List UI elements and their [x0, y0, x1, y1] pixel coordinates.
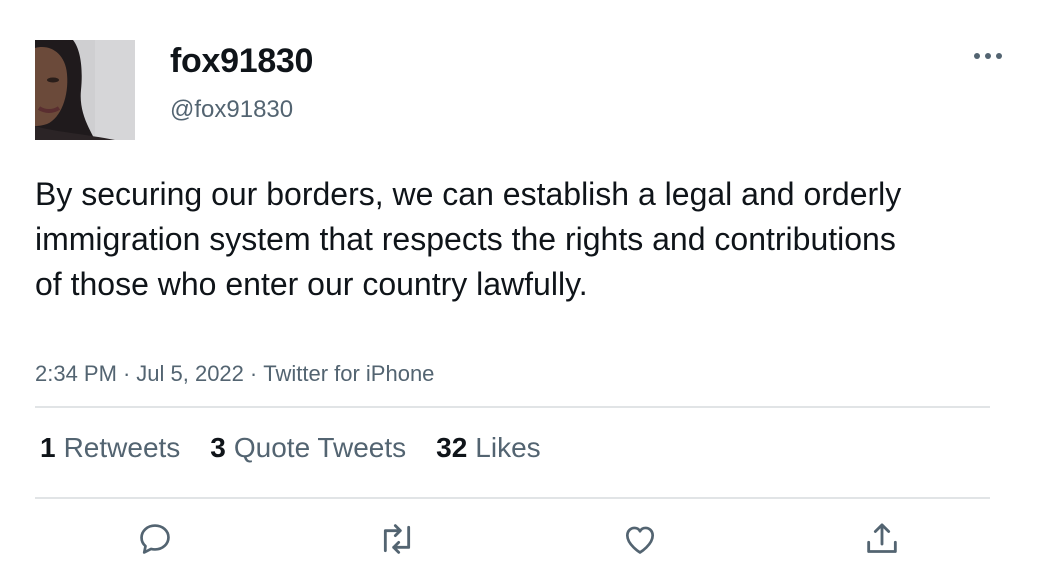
- share-icon: [862, 519, 902, 559]
- retweets-count: 1: [40, 432, 56, 463]
- likes-count: 32: [436, 432, 468, 463]
- user-avatar-photo: [35, 40, 135, 140]
- reply-icon: [136, 520, 174, 558]
- more-horizontal-icon: [973, 52, 1003, 60]
- likes-stat[interactable]: [436, 432, 541, 464]
- divider: [35, 497, 990, 499]
- tweet-metadata: [35, 361, 434, 387]
- quote-tweets-stat[interactable]: [210, 432, 406, 464]
- retweet-button[interactable]: [376, 518, 418, 560]
- like-button[interactable]: [619, 518, 661, 560]
- retweet-icon: [377, 519, 417, 559]
- meta-separator: ·: [249, 361, 258, 386]
- quote-tweets-label: Quote Tweets: [233, 432, 407, 463]
- retweets-label: Retweets: [63, 432, 181, 463]
- meta-separator: ·: [122, 361, 131, 386]
- user-handle[interactable]: @fox91830: [170, 96, 294, 123]
- avatar[interactable]: [35, 40, 135, 140]
- divider: [35, 406, 990, 408]
- share-button[interactable]: [861, 518, 903, 560]
- display-name[interactable]: fox91830: [170, 42, 314, 80]
- tweet-text: By securing our borders, we can establish a legal and orderly immigration system that respects the rights and contributions of those who enter our country lawfully.: [35, 176, 902, 302]
- more-options-button[interactable]: [970, 40, 1006, 72]
- tweet-time[interactable]: 2:34 PM: [35, 361, 117, 386]
- tweet-date[interactable]: Jul 5, 2022: [136, 361, 244, 386]
- heart-icon: [621, 520, 659, 558]
- retweets-stat[interactable]: [40, 432, 180, 464]
- likes-label: Likes: [475, 432, 541, 463]
- tweet-source[interactable]: Twitter for iPhone: [263, 361, 435, 386]
- reply-button[interactable]: [134, 518, 176, 560]
- tweet-stats: [40, 432, 571, 464]
- quote-tweets-count: 3: [210, 432, 226, 463]
